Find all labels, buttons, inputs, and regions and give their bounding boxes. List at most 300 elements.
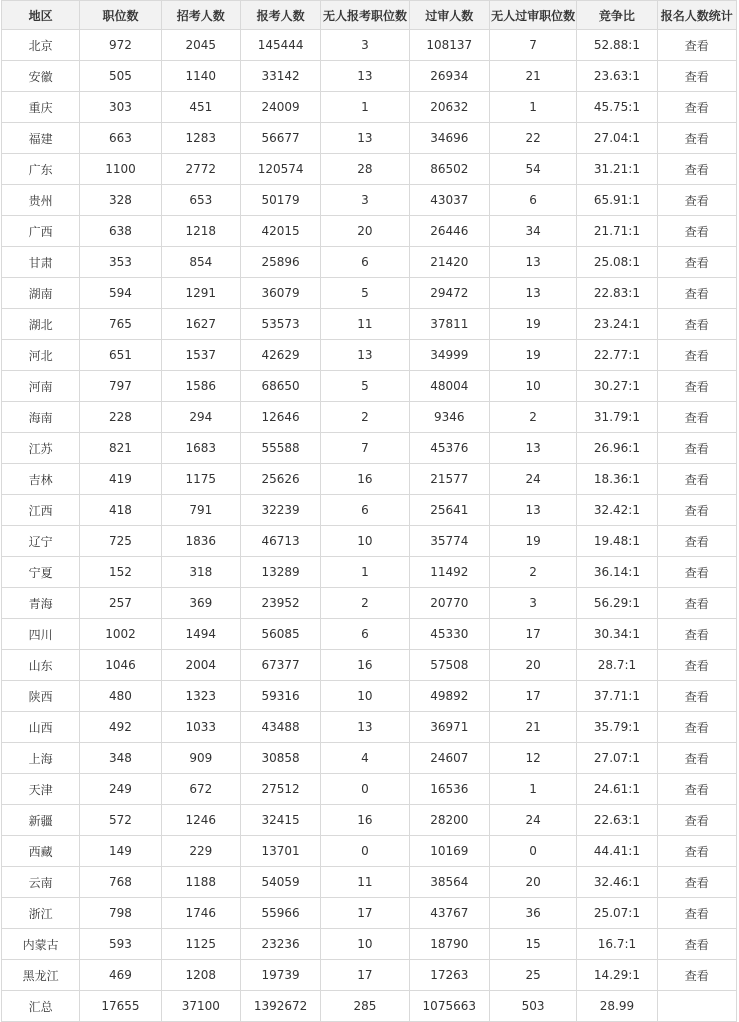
view-link[interactable]: 查看 [657, 30, 736, 61]
passed-cell: 48004 [409, 371, 489, 402]
view-link[interactable]: 查看 [657, 743, 736, 774]
passed-cell: 20632 [409, 92, 489, 123]
recruit-cell: 1586 [161, 371, 240, 402]
no-applicant-positions-cell: 7 [321, 433, 409, 464]
no-applicant-positions-cell: 5 [321, 278, 409, 309]
applicants-cell: 42015 [240, 216, 320, 247]
view-link[interactable]: 查看 [657, 898, 736, 929]
applicants-cell: 55588 [240, 433, 320, 464]
passed-cell: 28200 [409, 805, 489, 836]
ratio-cell: 37.71:1 [577, 681, 657, 712]
passed-cell: 11492 [409, 557, 489, 588]
no-pass-positions-cell: 0 [489, 836, 576, 867]
applicants-cell: 55966 [240, 898, 320, 929]
ratio-cell: 22.63:1 [577, 805, 657, 836]
table-row [2, 836, 737, 867]
ratio-cell: 56.29:1 [577, 588, 657, 619]
passed-cell: 18790 [409, 929, 489, 960]
table-row [2, 278, 737, 309]
table-row [2, 123, 737, 154]
no-applicant-positions-cell: 13 [321, 340, 409, 371]
region-cell: 甘肃 [2, 247, 80, 278]
exam-stats-table [1, 0, 737, 1022]
positions-cell: 1046 [80, 650, 161, 681]
region-cell: 浙江 [2, 898, 80, 929]
applicants-cell: 145444 [240, 30, 320, 61]
no-pass-positions-cell: 15 [489, 929, 576, 960]
table-row [2, 743, 737, 774]
passed-cell: 49892 [409, 681, 489, 712]
region-cell: 四川 [2, 619, 80, 650]
passed-cell: 45330 [409, 619, 489, 650]
recruit-cell: 1218 [161, 216, 240, 247]
no-pass-positions-cell: 13 [489, 495, 576, 526]
passed-cell: 26446 [409, 216, 489, 247]
view-link[interactable]: 查看 [657, 712, 736, 743]
recruit-cell: 1175 [161, 464, 240, 495]
no-applicant-positions-cell: 3 [321, 185, 409, 216]
view-link[interactable]: 查看 [657, 278, 736, 309]
passed-cell: 17263 [409, 960, 489, 991]
passed-cell: 34999 [409, 340, 489, 371]
table-row [2, 557, 737, 588]
region-cell: 山西 [2, 712, 80, 743]
recruit-cell: 2004 [161, 650, 240, 681]
no-applicant-positions-cell: 1 [321, 92, 409, 123]
positions-cell: 663 [80, 123, 161, 154]
ratio-cell: 26.96:1 [577, 433, 657, 464]
table-row [2, 340, 737, 371]
header-stats: 报名人数统计 [657, 1, 736, 30]
view-link[interactable]: 查看 [657, 836, 736, 867]
ratio-cell: 30.34:1 [577, 619, 657, 650]
applicants-cell: 54059 [240, 867, 320, 898]
no-pass-positions-cell: 6 [489, 185, 576, 216]
recruit-cell: 1188 [161, 867, 240, 898]
header-passed: 过审人数 [409, 1, 489, 30]
ratio-cell: 25.07:1 [577, 898, 657, 929]
recruit-cell: 909 [161, 743, 240, 774]
no-applicant-positions-cell: 2 [321, 402, 409, 433]
no-applicant-positions-cell: 1 [321, 557, 409, 588]
no-applicant-positions-cell: 16 [321, 650, 409, 681]
view-link[interactable]: 查看 [657, 464, 736, 495]
region-cell: 上海 [2, 743, 80, 774]
ratio-cell: 16.7:1 [577, 929, 657, 960]
recruit-cell: 1494 [161, 619, 240, 650]
no-applicant-positions-cell: 0 [321, 836, 409, 867]
passed-cell: 43037 [409, 185, 489, 216]
ratio-cell: 19.48:1 [577, 526, 657, 557]
passed-cell: 29472 [409, 278, 489, 309]
applicants-cell: 42629 [240, 340, 320, 371]
region-cell: 湖北 [2, 309, 80, 340]
table-row [2, 309, 737, 340]
no-pass-positions-cell: 2 [489, 557, 576, 588]
recruit-cell: 1627 [161, 309, 240, 340]
positions-cell: 821 [80, 433, 161, 464]
applicants-cell: 56085 [240, 619, 320, 650]
view-link[interactable]: 查看 [657, 340, 736, 371]
total-no-applicant-positions-cell: 285 [321, 991, 409, 1022]
passed-cell: 43767 [409, 898, 489, 929]
applicants-cell: 25626 [240, 464, 320, 495]
recruit-cell: 2772 [161, 154, 240, 185]
table-row [2, 247, 737, 278]
table-row [2, 650, 737, 681]
region-cell: 山东 [2, 650, 80, 681]
no-pass-positions-cell: 54 [489, 154, 576, 185]
passed-cell: 86502 [409, 154, 489, 185]
no-pass-positions-cell: 19 [489, 526, 576, 557]
passed-cell: 38564 [409, 867, 489, 898]
table-row [2, 960, 737, 991]
header-row [2, 1, 737, 30]
table-row [2, 464, 737, 495]
no-applicant-positions-cell: 10 [321, 526, 409, 557]
recruit-cell: 1140 [161, 61, 240, 92]
positions-cell: 419 [80, 464, 161, 495]
region-cell: 内蒙古 [2, 929, 80, 960]
recruit-cell: 1537 [161, 340, 240, 371]
region-cell: 黑龙江 [2, 960, 80, 991]
no-pass-positions-cell: 22 [489, 123, 576, 154]
no-pass-positions-cell: 3 [489, 588, 576, 619]
positions-cell: 228 [80, 402, 161, 433]
region-cell: 天津 [2, 774, 80, 805]
ratio-cell: 52.88:1 [577, 30, 657, 61]
no-applicant-positions-cell: 17 [321, 898, 409, 929]
header-ratio: 竞争比 [577, 1, 657, 30]
passed-cell: 9346 [409, 402, 489, 433]
positions-cell: 638 [80, 216, 161, 247]
applicants-cell: 56677 [240, 123, 320, 154]
region-cell: 江苏 [2, 433, 80, 464]
view-link[interactable]: 查看 [657, 960, 736, 991]
ratio-cell: 35.79:1 [577, 712, 657, 743]
ratio-cell: 18.36:1 [577, 464, 657, 495]
table-row [2, 402, 737, 433]
no-pass-positions-cell: 13 [489, 278, 576, 309]
applicants-cell: 12646 [240, 402, 320, 433]
table-row [2, 898, 737, 929]
view-link[interactable]: 查看 [657, 433, 736, 464]
passed-cell: 20770 [409, 588, 489, 619]
no-pass-positions-cell: 10 [489, 371, 576, 402]
table-row [2, 92, 737, 123]
no-applicant-positions-cell: 10 [321, 681, 409, 712]
applicants-cell: 33142 [240, 61, 320, 92]
region-cell: 江西 [2, 495, 80, 526]
applicants-cell: 23952 [240, 588, 320, 619]
no-pass-positions-cell: 17 [489, 619, 576, 650]
passed-cell: 24607 [409, 743, 489, 774]
no-pass-positions-cell: 34 [489, 216, 576, 247]
passed-cell: 16536 [409, 774, 489, 805]
recruit-cell: 1125 [161, 929, 240, 960]
ratio-cell: 31.79:1 [577, 402, 657, 433]
positions-cell: 725 [80, 526, 161, 557]
no-pass-positions-cell: 7 [489, 30, 576, 61]
no-pass-positions-cell: 2 [489, 402, 576, 433]
recruit-cell: 369 [161, 588, 240, 619]
positions-cell: 303 [80, 92, 161, 123]
applicants-cell: 46713 [240, 526, 320, 557]
no-applicant-positions-cell: 11 [321, 867, 409, 898]
passed-cell: 34696 [409, 123, 489, 154]
passed-cell: 25641 [409, 495, 489, 526]
applicants-cell: 36079 [240, 278, 320, 309]
header-recruit: 招考人数 [161, 1, 240, 30]
positions-cell: 1100 [80, 154, 161, 185]
region-cell: 吉林 [2, 464, 80, 495]
table-row [2, 681, 737, 712]
no-applicant-positions-cell: 16 [321, 464, 409, 495]
recruit-cell: 791 [161, 495, 240, 526]
applicants-cell: 53573 [240, 309, 320, 340]
positions-cell: 594 [80, 278, 161, 309]
view-link[interactable]: 查看 [657, 650, 736, 681]
no-pass-positions-cell: 1 [489, 92, 576, 123]
recruit-cell: 1283 [161, 123, 240, 154]
no-applicant-positions-cell: 6 [321, 495, 409, 526]
no-applicant-positions-cell: 6 [321, 247, 409, 278]
positions-cell: 798 [80, 898, 161, 929]
view-link[interactable]: 查看 [657, 619, 736, 650]
region-cell: 青海 [2, 588, 80, 619]
view-link[interactable]: 查看 [657, 588, 736, 619]
applicants-cell: 30858 [240, 743, 320, 774]
no-applicant-positions-cell: 20 [321, 216, 409, 247]
view-link[interactable]: 查看 [657, 805, 736, 836]
no-pass-positions-cell: 13 [489, 433, 576, 464]
ratio-cell: 44.41:1 [577, 836, 657, 867]
view-link[interactable]: 查看 [657, 92, 736, 123]
passed-cell: 37811 [409, 309, 489, 340]
recruit-cell: 318 [161, 557, 240, 588]
region-cell: 河南 [2, 371, 80, 402]
applicants-cell: 50179 [240, 185, 320, 216]
header-no-applicant-positions: 无人报考职位数 [321, 1, 409, 30]
view-link[interactable]: 查看 [657, 774, 736, 805]
view-link[interactable]: 查看 [657, 557, 736, 588]
table-row [2, 929, 737, 960]
recruit-cell: 229 [161, 836, 240, 867]
region-cell: 湖南 [2, 278, 80, 309]
no-pass-positions-cell: 19 [489, 309, 576, 340]
ratio-cell: 32.42:1 [577, 495, 657, 526]
header-no-pass-positions: 无人过审职位数 [489, 1, 576, 30]
ratio-cell: 28.7:1 [577, 650, 657, 681]
applicants-cell: 13289 [240, 557, 320, 588]
ratio-cell: 23.24:1 [577, 309, 657, 340]
positions-cell: 768 [80, 867, 161, 898]
positions-cell: 480 [80, 681, 161, 712]
table-row [2, 495, 737, 526]
positions-cell: 651 [80, 340, 161, 371]
positions-cell: 572 [80, 805, 161, 836]
recruit-cell: 653 [161, 185, 240, 216]
ratio-cell: 36.14:1 [577, 557, 657, 588]
no-pass-positions-cell: 17 [489, 681, 576, 712]
region-cell: 西藏 [2, 836, 80, 867]
ratio-cell: 27.04:1 [577, 123, 657, 154]
applicants-cell: 13701 [240, 836, 320, 867]
no-pass-positions-cell: 36 [489, 898, 576, 929]
recruit-cell: 2045 [161, 30, 240, 61]
view-link[interactable]: 查看 [657, 247, 736, 278]
view-link[interactable]: 查看 [657, 929, 736, 960]
applicants-cell: 43488 [240, 712, 320, 743]
region-cell: 云南 [2, 867, 80, 898]
view-link[interactable]: 查看 [657, 495, 736, 526]
ratio-cell: 25.08:1 [577, 247, 657, 278]
recruit-cell: 1746 [161, 898, 240, 929]
no-applicant-positions-cell: 4 [321, 743, 409, 774]
no-pass-positions-cell: 25 [489, 960, 576, 991]
ratio-cell: 45.75:1 [577, 92, 657, 123]
total-ratio-cell: 28.99 [577, 991, 657, 1022]
view-link[interactable]: 查看 [657, 371, 736, 402]
positions-cell: 972 [80, 30, 161, 61]
table-row [2, 185, 737, 216]
view-link[interactable]: 查看 [657, 123, 736, 154]
table-row [2, 61, 737, 92]
applicants-cell: 120574 [240, 154, 320, 185]
region-cell: 贵州 [2, 185, 80, 216]
applicants-cell: 19739 [240, 960, 320, 991]
region-cell: 河北 [2, 340, 80, 371]
passed-cell: 21577 [409, 464, 489, 495]
applicants-cell: 27512 [240, 774, 320, 805]
applicants-cell: 24009 [240, 92, 320, 123]
table-row [2, 216, 737, 247]
no-applicant-positions-cell: 11 [321, 309, 409, 340]
total-positions-cell: 17655 [80, 991, 161, 1022]
table-row [2, 588, 737, 619]
region-cell: 新疆 [2, 805, 80, 836]
no-pass-positions-cell: 19 [489, 340, 576, 371]
positions-cell: 149 [80, 836, 161, 867]
recruit-cell: 1208 [161, 960, 240, 991]
total-region-cell: 汇总 [2, 991, 80, 1022]
table-row [2, 712, 737, 743]
recruit-cell: 854 [161, 247, 240, 278]
table-row [2, 619, 737, 650]
passed-cell: 45376 [409, 433, 489, 464]
applicants-cell: 59316 [240, 681, 320, 712]
view-link[interactable]: 查看 [657, 402, 736, 433]
positions-cell: 353 [80, 247, 161, 278]
positions-cell: 249 [80, 774, 161, 805]
recruit-cell: 1291 [161, 278, 240, 309]
total-recruit-cell: 37100 [161, 991, 240, 1022]
total-applicants-cell: 1392672 [240, 991, 320, 1022]
header-positions: 职位数 [80, 1, 161, 30]
no-applicant-positions-cell: 17 [321, 960, 409, 991]
view-link[interactable]: 查看 [657, 681, 736, 712]
no-applicant-positions-cell: 6 [321, 619, 409, 650]
no-applicant-positions-cell: 0 [321, 774, 409, 805]
region-cell: 宁夏 [2, 557, 80, 588]
recruit-cell: 1033 [161, 712, 240, 743]
view-link[interactable]: 查看 [657, 61, 736, 92]
ratio-cell: 27.07:1 [577, 743, 657, 774]
header-applicants: 报考人数 [240, 1, 320, 30]
view-link[interactable]: 查看 [657, 216, 736, 247]
view-link[interactable]: 查看 [657, 309, 736, 340]
table-row [2, 774, 737, 805]
positions-cell: 152 [80, 557, 161, 588]
region-cell: 北京 [2, 30, 80, 61]
positions-cell: 328 [80, 185, 161, 216]
ratio-cell: 23.63:1 [577, 61, 657, 92]
applicants-cell: 67377 [240, 650, 320, 681]
positions-cell: 469 [80, 960, 161, 991]
recruit-cell: 672 [161, 774, 240, 805]
no-pass-positions-cell: 1 [489, 774, 576, 805]
recruit-cell: 1836 [161, 526, 240, 557]
recruit-cell: 294 [161, 402, 240, 433]
positions-cell: 765 [80, 309, 161, 340]
passed-cell: 21420 [409, 247, 489, 278]
table-row [2, 433, 737, 464]
total-no-pass-positions-cell: 503 [489, 991, 576, 1022]
table-header [2, 1, 737, 30]
table-row [2, 371, 737, 402]
ratio-cell: 21.71:1 [577, 216, 657, 247]
region-cell: 陕西 [2, 681, 80, 712]
region-cell: 广东 [2, 154, 80, 185]
no-pass-positions-cell: 24 [489, 805, 576, 836]
table-body [2, 30, 737, 1022]
no-applicant-positions-cell: 3 [321, 30, 409, 61]
no-applicant-positions-cell: 2 [321, 588, 409, 619]
applicants-cell: 23236 [240, 929, 320, 960]
view-link[interactable]: 查看 [657, 867, 736, 898]
passed-cell: 35774 [409, 526, 489, 557]
applicants-cell: 68650 [240, 371, 320, 402]
passed-cell: 57508 [409, 650, 489, 681]
view-link[interactable]: 查看 [657, 154, 736, 185]
positions-cell: 257 [80, 588, 161, 619]
no-applicant-positions-cell: 13 [321, 712, 409, 743]
applicants-cell: 32415 [240, 805, 320, 836]
recruit-cell: 1323 [161, 681, 240, 712]
passed-cell: 26934 [409, 61, 489, 92]
region-cell: 广西 [2, 216, 80, 247]
table-row [2, 30, 737, 61]
recruit-cell: 1683 [161, 433, 240, 464]
applicants-cell: 32239 [240, 495, 320, 526]
ratio-cell: 31.21:1 [577, 154, 657, 185]
no-applicant-positions-cell: 13 [321, 123, 409, 154]
positions-cell: 418 [80, 495, 161, 526]
view-link[interactable]: 查看 [657, 526, 736, 557]
no-applicant-positions-cell: 16 [321, 805, 409, 836]
table-row [2, 154, 737, 185]
no-pass-positions-cell: 20 [489, 867, 576, 898]
no-applicant-positions-cell: 5 [321, 371, 409, 402]
table-row [2, 867, 737, 898]
ratio-cell: 14.29:1 [577, 960, 657, 991]
positions-cell: 492 [80, 712, 161, 743]
view-link[interactable]: 查看 [657, 185, 736, 216]
no-pass-positions-cell: 21 [489, 61, 576, 92]
header-region: 地区 [2, 1, 80, 30]
ratio-cell: 24.61:1 [577, 774, 657, 805]
ratio-cell: 22.83:1 [577, 278, 657, 309]
